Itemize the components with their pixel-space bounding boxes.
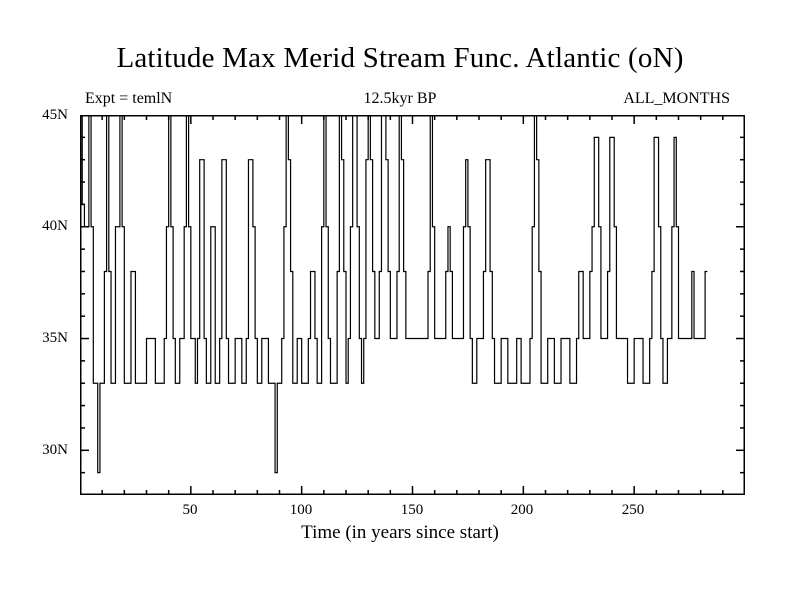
experiment-label: Expt = temlN (85, 90, 173, 107)
axes-frame (81, 116, 745, 495)
ytick-label-40N: 40N (42, 218, 68, 234)
x-axis-label: Time (in years since start) (301, 522, 499, 543)
ytick-label-30N: 30N (42, 442, 68, 458)
axis-ticks (80, 115, 745, 495)
plot-area (42, 107, 745, 518)
xtick-label-250: 250 (621, 502, 645, 518)
series-line (80, 115, 707, 473)
ytick-label-45N: 45N (42, 107, 68, 123)
xtick-label-200: 200 (510, 502, 534, 518)
ytick-label-35N: 35N (42, 330, 68, 346)
months-label: ALL_MONTHS (623, 90, 730, 107)
chart-title: Latitude Max Merid Stream Func. Atlantic (oN) (116, 42, 684, 74)
xtick-label-50: 50 (182, 502, 198, 518)
plot-svg (80, 115, 745, 495)
xtick-label-100: 100 (289, 502, 313, 518)
xtick-label-150: 150 (400, 502, 424, 518)
period-label: 12.5kyr BP (363, 90, 437, 107)
data-series-clip (80, 115, 707, 473)
